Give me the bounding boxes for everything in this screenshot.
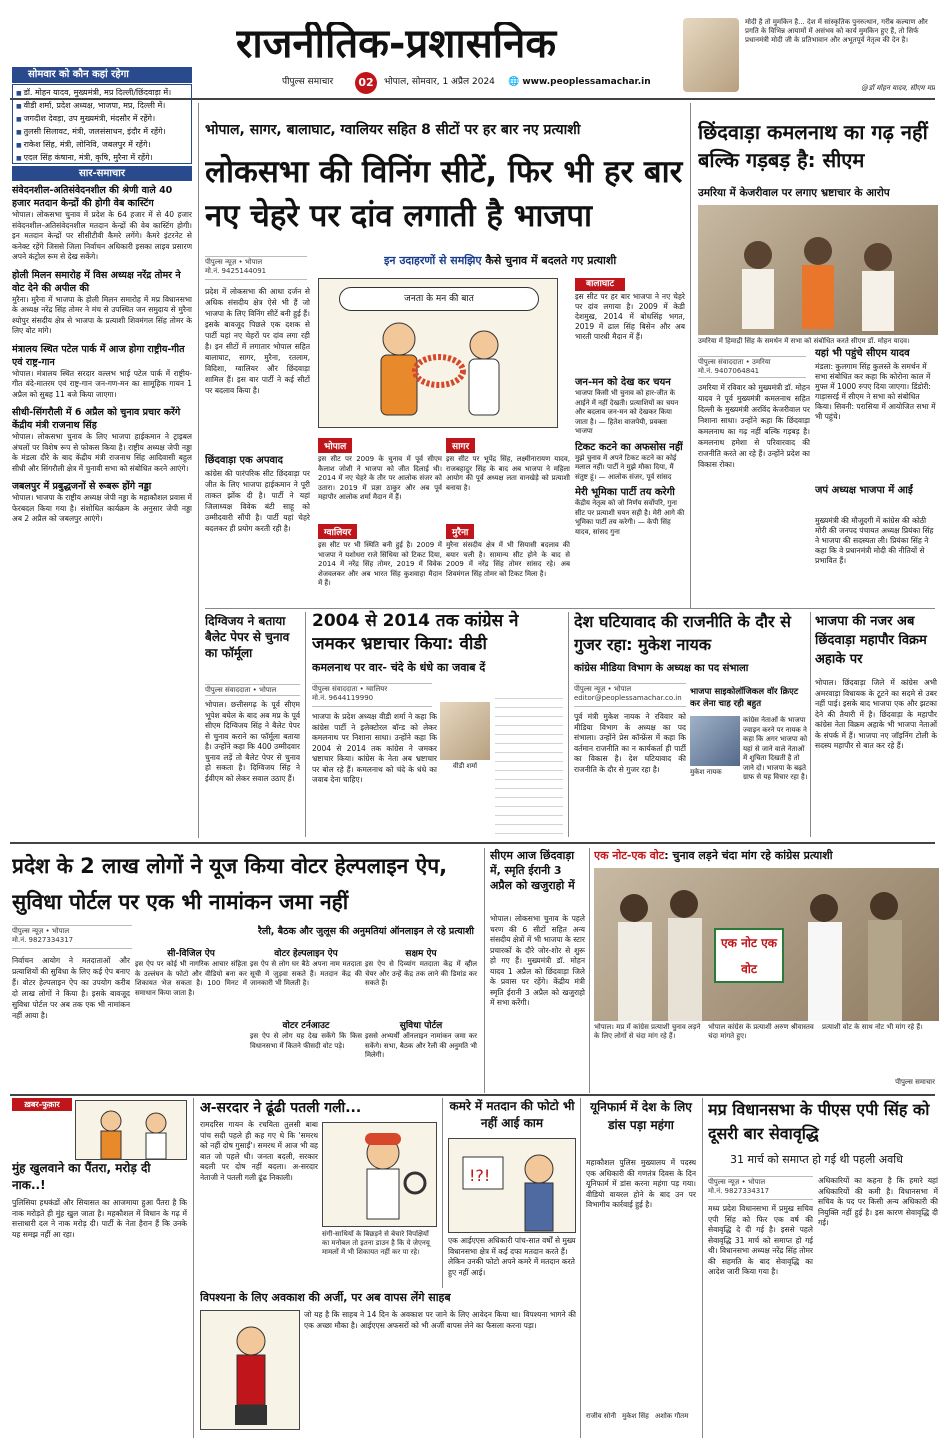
election-app-title: सी-विजिल ऐप [167,949,215,959]
seat-text: इस सीट पर 2009 के चुनाव में पूर्व सीएम कैलाश जोशी ने भाजपा को जीत दिलाई थी। 2014 में नए चेहरे के तौर पर आलोक संजर को उतारा। 2019 में प्रज्ञा ठाकुर और अब पूर्व महापौर आलोक शर्मा मैदान में हैं। [318,455,442,501]
digvijay-body: भोपाल। छत्तीसगढ़ के पूर्व सीएम भूपेश बघेल के बाद अब मप्र के पूर्व सीएम दिग्विजय सिंह ने बैलेट पेपर से चुनाव कराने का फॉर्मूला बताया है। उन्होंने कहा कि 400 उम्मीदवार चुनाव लड़ें तो बैलेट पेपर से चुनाव हो सकता है। दिग्विजय सिंह ने ईवीएम को लेकर सवाल उठाए हैं। [205,700,300,783]
election-apps-grid [135,948,480,1088]
news-brief-item [12,184,192,263]
globe-icon: 🌐 [508,77,520,87]
credit-name: अशोक गौतम [654,1412,689,1420]
news-brief-body: मुरैना। मुरैना में भाजपा के होली मिलन समारोह में मप्र विधानसभा के अध्यक्ष नरेंद्र सिंह तोमर ने मंच से उपस्थित जन समुदाय से मुरैना श्योपुर संसदीय क्षेत्र से भाजपा के प्रत्याशी शिवमंगल सिंह तोमर के लिए वोट मांगे। [12,294,192,335]
seat-label: सागर [446,438,475,453]
schedule-box-title: सोमवार को कौन कहां रहेगा [12,67,192,83]
nayak-subhead: कांग्रेस मीडिया विभाग के अध्यक्ष का पद संभाला [574,663,749,674]
column-rule [193,1098,194,1438]
section-rule [10,1094,935,1096]
party-quote-text: भाजपा किसी भी चुनाव को हार-जीत के आईने में नहीं देखती। प्रत्याशियों का चयन और बदलाव जन-मन को देखकर किया जाता है। — हितेश वाजपेयी, प्रवक्ता भाजपा [575,389,679,435]
column-rule [484,848,485,1093]
news-brief-headline: होली मिलन समारोह में विस अध्यक्ष नरेंद्र तोमर ने वोट देने की अपील की [12,269,181,294]
nayak-side-title: भाजपा साइकोलॉजिकल वॉर क्रिएट कर लेना चाह रही बहुत [690,687,799,709]
election-app-box [365,948,477,1018]
voter-app-subhead: रैली, बैठक और जुलूस की अनुमतियां ऑनलाइन ले रहे प्रत्याशी [258,926,474,937]
news-brief-item [12,269,192,337]
schedule-item: ■ जगदीश देवड़ा, उप मुख्यमंत्री, मंदसौर में रहेंगे। [16,113,188,126]
column-rule [442,1098,443,1288]
schedule-item: ■ वीडी शर्मा, प्रदेश अध्यक्ष, भाजपा, मप्र, दिल्ली में। [16,100,188,113]
smriti-body: भोपाल। लोकसभा चुनाव के पहले चरण की 6 सीटों सहित अन्य संसदीय क्षेत्रों में भी भाजपा के स्टार प्रचारकों के दौरे जोर-शोर से शुरू हो गए हैं। मुख्यमंत्री डॉ. मोहन यादव 1 अप्रैल को छिंदवाड़ा जिले के प्रवास पर रहेंगे। केंद्रीय मंत्री स्मृति ईरानी 3 अप्रैल को खजुराहो में सभा करेंगी। [490,914,585,1007]
vd-byline: पीपुल्स संवाददाता • ग्वालियर मो.नं. 9644119990 [312,683,432,707]
news-brief-body: भोपाल। भाजपा के राष्ट्रीय अध्यक्ष जेपी नड्डा के महाकौशल प्रवास में फेरबदल किया गया है। संशोधित कार्यक्रम के अनुसार जेपी नड्डा अब 2 अप्रैल को जबलपुर आएंगे। [12,493,192,523]
election-app-box [135,948,247,1018]
party-quote-title: जन-मन को देख कर चयन [575,377,671,388]
asardar-cartoon [322,1122,437,1227]
cm-photo-caption: उमरिया में हिमाद्री सिंह के समर्थन में सभा को संबोधित करते सीएम डॉ. मोहन यादव। [698,337,910,345]
vd-headline: 2004 से 2014 तक कांग्रेस ने जमकर भ्रष्टाचार किया: वीडी [312,611,519,654]
svg-text:!?!: !?! [469,1166,491,1185]
ek-vote-byline: पीपुल्स समाचार [895,1078,935,1086]
khabar-body: पुलिसिया हथकंडों और सियासत का आजमाया हुआ पैंतरा है कि नाक मरोड़ते ही मुंह खुल जाता है। महकौशल में विधान के गढ़ में सत्ताधारी दल ने नाक मरोड़ दी। पार्टी के नेता हैरान हैं कि उनके यह समझ नहीं आ रहा। [12,1198,187,1239]
page-section-title: राजनीतिक-प्रशासनिक [236,22,557,67]
election-app-text: इससे अभ्यर्थी ऑनलाइन नामांकन जमा कर सकेंगे। सभा, बैठक और रैली की अनुमति भी मिलेगी। [365,1032,477,1059]
vd-body-continued [495,690,563,835]
ps-body: मध्य प्रदेश विधानसभा में प्रमुख सचिव एपी सिंह को फिर एक वर्ष की सेवावृद्धि दे दी गई है। इससे पहले सेवावृद्धि 31 मार्च को समाप्त हो गई थी। विधानसभा अध्यक्ष नरेंद्र सिंह तोमर की सहमति के बाद सेवावृद्धि का आदेश जारी किया गया है। [708,1204,813,1276]
khabar-fukar-label: ख़बर-फुक़ार [12,1098,72,1111]
party-quote [575,486,685,537]
uniform-body: महाकौशल पुलिस मुख्यालय में पदस्थ एक अधिकारी की गणतंत्र दिवस के दिन यूनिफार्म में डांस करना महंगा पड़ गया। वीडियो वायरल होने के बाद उन पर विभागीय कार्रवाई हुई है। [586,1158,696,1209]
cm-headline: छिंदवाड़ा कमलनाथ का गढ़ नहीं बल्कि गड़बड़ है: सीएम [698,120,928,172]
seat-text: इस सीट पर भी स्थिति बनी हुई है। 2009 में भाजपा ने यशोधरा राजे सिंधिया को टिकट दिया, 2014 में नरेंद्र सिंह तोमर, 2019 में विवेक शेजवलकर और अब भारत सिंह कुशवाहा मैदान में हैं। [318,541,442,587]
cm-portrait-photo [683,18,739,92]
khabar-headline: मुंह खुलवाने का पैंतरा, मरोड़ दी नाक..! [12,1161,151,1192]
column-credits [586,1412,716,1438]
vipassana-headline: विपश्यना के लिए अवकाश की अर्जी, पर अब वापस लेंगे साहब [200,1291,451,1304]
cm-visits-body: मंडला: कुलगाम सिंह कुलस्ते के समर्थन में सभा संबोधित कर कहा कि कोरोना काल में मुफ्त में 1000 रुपए दिया जाएगा। डिंडोरी: गाड़ासरई में सीएम ने सभा को संबोधित किया। सिवनी: परासिया में आयोजित सभा में भी पहुंचे। [815,362,936,421]
vipassana-cartoon [200,1310,300,1430]
news-brief-list [12,184,192,834]
news-brief-headline: सीधी-सिंगरौली में 6 अप्रैल को चुनाव प्रचार करेंगे केंद्रीय मंत्री राजनाथ सिंह [12,407,181,431]
lead-subsection-title: छिंदवाड़ा एक अपवाद [205,455,283,466]
column-rule [305,612,306,837]
election-app-title: वोटर हेल्पलाइन ऐप [274,949,338,959]
jp-president-body: मुख्यमंत्री की मौजूदगी में कांग्रेस की कोठी मोरी की जनपद पंचायत अध्यक्ष प्रियंका सिंह ने भाजपा की सदस्यता ली। प्रियंका सिंह ने कहा कि वे प्रधानमंत्री मोदी की नीतियों से प्रभावित हैं। [815,516,934,565]
asardar-headline: अ-सरदार ने ढूंढी पतली गली... [200,1100,362,1116]
party-quote [575,441,685,483]
nayak-side-body: कांग्रेस नेताओं के भाजपा ज्वाइन करने पर नायक ने कहा कि अगर भाजपा को यहां से जाने वाले नेताओं में शुचिता दिखती है तो जाने दो। भाजपा के बढ़ते ग्राफ से यह विचार रहा है। [743,716,808,781]
party-quote-text: मुझे चुनाव में अपने टिकट कटने का कोई मलाल नहीं। पार्टी ने मुझे मौका दिया, मैं संतुष्ट हूं। — आलोक संजर, पूर्व सांसद [575,453,677,481]
news-brief-headline: जबलपुर में प्रबुद्धजनों से रूबरू होंगे नड्डा [12,481,152,492]
digvijay-headline: दिग्विजय ने बताया बैलेट पेपर से चुनाव का फॉर्मूला [205,614,290,660]
nayak-photo-caption: मुकेश नायक [690,768,722,776]
seat-label: भोपाल [318,438,352,453]
party-quote [575,376,685,437]
ek-vote-photo [594,868,939,1021]
balaghat-text: इस सीट पर हर बार भाजपा ने नए चेहरे पर दांव लगाया है। 2009 में केडी देशमुख, 2014 में बोधसिंह भगत, 2019 में ढाल सिंह बिसेन और अब भारती पारधी मैदान में हैं। [575,292,685,341]
lead-cartoon [318,278,558,428]
news-brief-item [12,480,192,525]
cm-byline: पीपुल्स संवाददाता • उमरिया मो.नं. 9407064841 [698,356,806,378]
jp-president-title: जपं अध्यक्ष भाजपा में आईं [815,485,913,496]
election-app-box [250,1020,362,1088]
news-brief-body: भोपाल। मंत्रालय स्थित सरदार वल्लभ भाई पटेल पार्क में राष्ट्रीय-गीत वंदे-मातरम एवं राष्ट्र-गान जन-गण-मन का सामूहिक गायन 1 अप्रैल को सुबह 11 बजे किया जाएगा। [12,368,192,399]
meditating-officer-cartoon [201,1311,300,1430]
party-quotes [575,376,685,606]
crowd-silhouettes [698,205,938,335]
digvijay-byline: पीपुल्स संवाददाता • भोपाल [205,684,300,696]
election-app-box [250,948,362,1018]
news-brief-item [12,343,192,401]
chhindwara-headline: भाजपा की नजर अब छिंदवाड़ा महापौर विक्रम अहाके पर [815,614,927,667]
seat-box [318,434,442,518]
website-url[interactable]: 🌐 www.peoplessamachar.in [508,77,651,87]
masthead-quote: मोदी है तो मुमकिन है... देश में सांस्कृतिक पुनरुत्थान, गरीब कल्याण और प्रगति के विभिन्न आयामों में असंभव को कार्य मुमकिन हुए हैं, तो सिर्फ प्रधानमंत्री मोदी जी के प्रतिभावान और अभूतपूर्व नेतृत्व की देन है। [745,18,928,44]
asardar-caption: संगी-साथियों के बिछड़ने से बेचारे विपक्षियों का मनोबल तो इतना डाउन है कि ये जेएनयू मामलों में भी शिकायत नहीं कर पा रहे। [322,1230,430,1256]
cm-body: उमरिया में रविवार को मुख्यमंत्री डॉ. मोहन यादव ने पूर्व मुख्यमंत्री कमलनाथ सहित दिल्ली के मुख्यमंत्री अरविंद केजरीवाल पर निशाना साधा। उन्होंने कहा कि छिंदवाड़ा कमलनाथ का गढ़ नहीं बल्कि गड़बड़ है। कमलनाथ हमेशा से परिवारवाद की राजनीति करते आ रहे हैं। उन्होंने प्रदेश का विकास रोका। [698,383,810,469]
column-rule [702,1098,703,1438]
credit-name: मुकेश सिंह [622,1412,649,1420]
cm-rally-photo [698,205,938,335]
news-brief-body: भोपाल। लोकसभा चुनाव के लिए भाजपा हाईकमान ने ट्राइबल अंचलों पर विशेष रूप से फोकस किया है। राष्ट्रीय अध्यक्ष जेपी नड्डा के मंडला दौरे के बाद केंद्रीय मंत्री राजनाथ सिंह आदिवासी बहुल सीधी और सिंगरौली क्षेत्र में चुनावी सभा को संबोधित करने आएंगे। [12,432,192,473]
chhindwara-body: भोपाल। छिंदवाड़ा जिले में कांग्रेस अभी अमरवाड़ा विधायक के टूटने का सदमे से उबर नहीं पाई। इसके बाद भाजपा एक और झटका देने की तैयारी में है। छिंदवाड़ा के महापौर कांग्रेस नेता विक्रम अहाके भी भाजपा नेताओं के संपर्क में हैं। भाजपा नए जॉइनिंग टोली के सदस्य महापौर से बात कर रहे हैं। [815,678,937,750]
column-rule [810,612,811,837]
lead-byline: पीपुल्स न्यूज़ • भोपाल मो.नं. 9425144091 [205,256,307,280]
lead-subhead: इन उदाहरणों से समझिए कैसे चुनाव में बदलते गए प्रत्याशी [384,254,617,267]
ps-subhead: 31 मार्च को समाप्त हो गई थी पहली अवधि [730,1153,903,1166]
vd-portrait-photo [440,702,490,760]
voter-app-byline: पीपुल्स न्यूज़ • भोपाल मो.नं. 9827334317 [12,925,132,949]
seat-text: मुरैना संसदीय क्षेत्र में भी सियासी बदलाव की बयार चली है। सामान्य सीट होने के बाद से 2009 में नरेंद्र सिंह तोमर सांसद रहे। अब शिवमंगल सिंह तोमर को टिकट मिला है। [446,541,570,578]
ps-byline: पीपुल्स न्यूज़ • भोपाल मो.नं. 9827334317 [708,1176,813,1200]
uniform-headline: यूनिफार्म में देश के लिए डांस पड़ा महंगा [590,1100,692,1132]
voter-app-headline: प्रदेश के 2 लाख लोगों ने यूज किया वोटर हेल्पलाइन ऐप, सुविधा पोर्टल पर एक भी नामांकन जमा नहीं [12,854,448,914]
credit-name: राजीव सोनी [586,1412,617,1420]
schedule-item: ■ तुलसी सिलावट, मंत्री, जलसंसाधन, इंदौर में रहेंगे। [16,126,188,139]
schedule-item: ■ राकेश सिंह, मंत्री, लोनिवि, जबलपुर में रहेंगे। [16,139,188,152]
photo-vote-body: एक आईएएस अधिकारी पांच-सात वर्षों से मुख्य विधानसभा क्षेत्र में कई दफा मतदान करते हैं। लेकिन उनकी फोटो अपने कमरे में मतदान करते हुए नहीं आई। [448,1236,576,1277]
section-rule [205,608,935,609]
election-app-box [365,1020,477,1088]
ps-body-2: अधिकारियों का कहना है कि हमारे यहां अधिकारियों की कमी है। विधानसभा में सचिव के पद पर किसी अन्य अधिकारी की नियुक्ति नहीं हुई है। इस कारण सेवावृद्धि दी गई। [818,1176,938,1227]
vd-photo-caption: वीडी शर्मा [452,762,478,770]
smriti-headline: सीएम आज छिंदवाड़ा में, स्मृति ईरानी 3 अप्रैल को खजुराहो में [490,849,575,892]
party-quote-title: मेरी भूमिका पार्टी तय करेगी [575,487,675,498]
nayak-portrait-photo [690,716,740,766]
vd-subhead: कमलनाथ पर वार- चंदे के धंधे का जवाब दें [312,661,486,674]
photo-vote-cartoon [448,1138,576,1233]
cartoon-figures [319,309,558,428]
ek-vote-caption-1: भोपाल। मप्र में कांग्रेस प्रत्याशी चुनाव लड़ने के लिए लोगों से चंदा मांग रहे हैं। [594,1023,701,1040]
confused-voter-cartoon [449,1139,576,1233]
magnifier-cartoon [323,1123,437,1227]
cm-visits-title: यहां भी पहुंचे सीएम यादव [815,348,910,359]
seat-box [318,520,442,604]
nayak-body: पूर्व मंत्री मुकेश नायक ने रविवार को मीडिया विभाग के अध्यक्ष का पद संभाला। उन्होंने प्रेस कॉन्फ्रेंस में कहा कि वर्तमान राजनीति का न कार्यकर्ता ही पार्टी का विकास है। देश घटियावाद की राजनीति के दौर से गुजर रहा है। [574,712,686,774]
column-rule [589,848,590,1093]
election-app-text: इस ऐप से लोग यह देख सकेंगे कि किस विधानसभा में कितने फीसदी वोट पड़े। [250,1032,362,1050]
column-rule [580,1098,581,1438]
election-app-text: इस ऐप से दिव्यांग मतदाता केंद्र में व्हील चेयर और उन्हें केंद्र तक लाने की डिमांड कर सकते हैं। [365,960,477,987]
news-brief-label: सार-समाचार [12,166,192,181]
news-brief-body: भोपाल। लोकसभा चुनाव में प्रदेश के 64 हजार में से 40 हजार संवेदनशील-अतिसंवेदनशील मतदान केन्द्रों की वेब कास्टिंग होगी। इन मतदान केन्द्रों पर सीसीटीवी कैमरे लगेंगे। कैमरे इंटरनेट से कनेक्ट रहेंगे जिससे जिला निर्वाचन अधिकारी इसका लाइव प्रसारण अपने कंट्रोल रूम से देख सकेंगे। [12,210,192,261]
seat-text: इस सीट पर भूपेंद्र सिंह, लक्ष्मीनारायण यादव, राजबहादुर सिंह के बाद अब भाजपा ने महिला आयोग की पूर्व अध्यक्ष लता वानखेड़े को प्रत्याशी बनाया है। [446,455,570,492]
cm-subhead: उमरिया में केजरीवाल पर लगाए भ्रष्टाचार के आरोप [698,187,890,199]
lead-kicker: भोपाल, सागर, बालाघाट, ग्वालियर सहित 8 सीटों पर हर बार नए प्रत्याशी [205,122,581,138]
ek-vote-caption-3: प्रत्याशी वोट के साथ नोट भी मांग रहे हैं। [822,1023,923,1031]
vipassana-body: जो यह है कि साहब ने 14 दिन के अवकाश पर जाने के लिए आवेदन किया था। विपश्यना भागने की एक अच्छा मौका है। आईएएस अफसरों को भी अर्जी वापस लेने का फैसला करना पड़ा। [304,1310,576,1330]
cartoon-speech-bubble: जनता के मन की बात [339,287,539,311]
dateline: भोपाल, सोमवार, 1 अप्रैल 2024 [384,77,495,87]
photo-vote-headline: कमरे में मतदान की फोटो भी नहीं आई काम [449,1099,575,1130]
section-rule [10,842,935,844]
column-rule [690,103,691,608]
nayak-byline: पीपुल्स न्यूज़ • भोपाल editor@peoplessamachar.co.in [574,683,686,707]
balaghat-label: बालाघाट [575,278,625,291]
ek-vote-headline: एक नोट-एक वोट: चुनाव लड़ने चंदा मांग रहे कांग्रेस प्रत्याशी [594,849,833,862]
news-brief-headline: संवेदनशील-अतिसंवेदनशील की श्रेणी वाले 40 हजार मतदान केन्द्रों की होगी वेब कास्टिंग [12,185,173,209]
voter-app-intro: निर्वाचन आयोग ने मतदाताओं और प्रत्याशियों की सुविधा के लिए कई ऐप बनाए हैं। वोटर हेल्पलाइन ऐप का उपयोग करीब दो लाख लोगों ने किया है। इसके बावजूद सुविधा पोर्टल पर अब तक एक भी नामांकन नहीं आया है। [12,956,130,1020]
schedule-list [16,87,188,164]
asardar-body: रामदरिस गायन के रचयिता तुलसी बाबा पांच सदी पहले ही कह गए थे कि 'समरथ को नहीं दोष गुसाईं'। समरथ में आज भी वह बात जो पहले थी। जनता बदली, सरकार बदली पर दोष नहीं बदला। अ-सरदार नेताजी ने पतली गली ढूंढ निकाली। [200,1120,318,1182]
election-app-text: इस ऐप पर कोई भी नागरिक आचार संहिता के उल्लंघन के फोटो और वीडियो बना कर शिकायत भेज सकता है। 100 मिनट में समाधान किया जाता है। [135,960,247,997]
election-app-text: इस ऐप से लोग घर बैठे अपना नाम मतदाता सूची में जुड़वा सकते हैं। मतदान केंद्र की जानकारी भी मिलती है। [250,960,362,987]
seat-box [446,434,570,518]
election-app-title: सुविधा पोर्टल [399,1021,443,1031]
seat-label: मुरैना [446,524,474,539]
lead-headline: लोकसभा की विनिंग सीटें, फिर भी हर बार नए चेहरे पर दांव लगाती है भाजपा [205,154,683,234]
schedule-box [12,84,192,164]
election-app-title: सक्षम ऐप [405,949,437,959]
nayak-headline: देश घटियावाद की राजनीति के दौर से गुजर रहा: मुकेश नायक [574,612,791,654]
vd-body: भाजपा के प्रदेश अध्यक्ष वीडी शर्मा ने कहा कि कांग्रेस पार्टी ने इलेक्टोरल बॉन्ड को लेकर कमलनाथ पर निशाना साधा। उन्होंने कहा कि 2004 से 2014 तक कांग्रेस ने जमकर भ्रष्टाचार किया। कांग्रेस के नेता अब भ्रष्टाचार पर बोल रहे हैं। कमलनाथ को चंदे के धंधे का जवाब देना चाहिए। [312,712,437,784]
ps-headline: मप्र विधानसभा के पीएस एपी सिंह को दूसरी बार सेवावृद्धि [708,1100,930,1143]
seat-label: ग्वालियर [318,524,357,539]
party-quote-text: केंद्रीय नेतृत्व को जो निर्णय सर्वोपरि, गुना सीट पर प्रत्याशी चयन सही है। मेरी आगे की भूमिका पार्टी तय करेगी। — केपी सिंह यादव, सांसद गुना [575,499,685,536]
khabar-cartoon [75,1100,187,1160]
schedule-item: ■ एदल सिंह कंषाना, मंत्री, कृषि, मुरैना में रहेंगे। [16,152,188,164]
lead-body: प्रदेश में लोकसभा की आधा दर्जन से अधिक संसदीय क्षेत्र ऐसे भी हैं जो भाजपा के लिए विनिंग सीटें बनी हुई हैं। इसके बावजूद पिछले एक दशक से पार्टी यहां नए चेहरों पर दांव लगा रही है। इन सीटों में लगातार भोपाल सहित बालाघाट, सागर, मुरैना, रतलाम, विदिशा, ग्वालियर और छिंदवाड़ा शामिल हैं। इस बार पार्टी ने कई सीटों पर बदलाव किया है। [205,287,310,395]
seat-box [446,520,570,604]
masthead-quote-author: @डॉ मोहन यादव, सीएम मप्र [861,84,935,92]
ek-vote-caption-2: भोपाल कांग्रेस के प्रत्याशी अरुण श्रीवास्तव चंदा मांगते हुए। [708,1023,814,1040]
party-quote-title: टिकट कटने का अफसोस नहीं [575,441,683,453]
column-rule [198,103,199,838]
ek-vote-box: एक नोट एक वोट [714,928,784,983]
people-silhouettes [594,868,939,1021]
news-brief-item [12,406,192,474]
lead-subsection-body: कांग्रेस की पारंपरिक सीट छिंदवाड़ा पर जीत के लिए भाजपा हाईकमान ने पूरी ताकत झोंक दी है। पार्टी ने यहां जिलाध्यक्ष विवेक बंटी साहू को उम्मीदवारी सौंपी है। पार्टी यहां चेहरे बदलकर ही प्रयोग करती रही है। [205,469,310,533]
column-rule [568,612,569,837]
schedule-item: ■ डॉ. मोहन यादव, मुख्यमंत्री, मप्र दिल्ली/छिंदवाड़ा में। [16,87,188,100]
page-number: 02 [355,72,377,94]
paper-name: पीपुल्स समाचार [282,77,334,87]
election-app-title: वोटर टर्नआउट [282,1021,330,1031]
news-brief-headline: मंत्रालय स्थित पटेल पार्क में आज होगा राष्ट्रीय-गीत एवं राष्ट्र-गान [12,343,185,368]
cartoon-figures [76,1101,187,1160]
